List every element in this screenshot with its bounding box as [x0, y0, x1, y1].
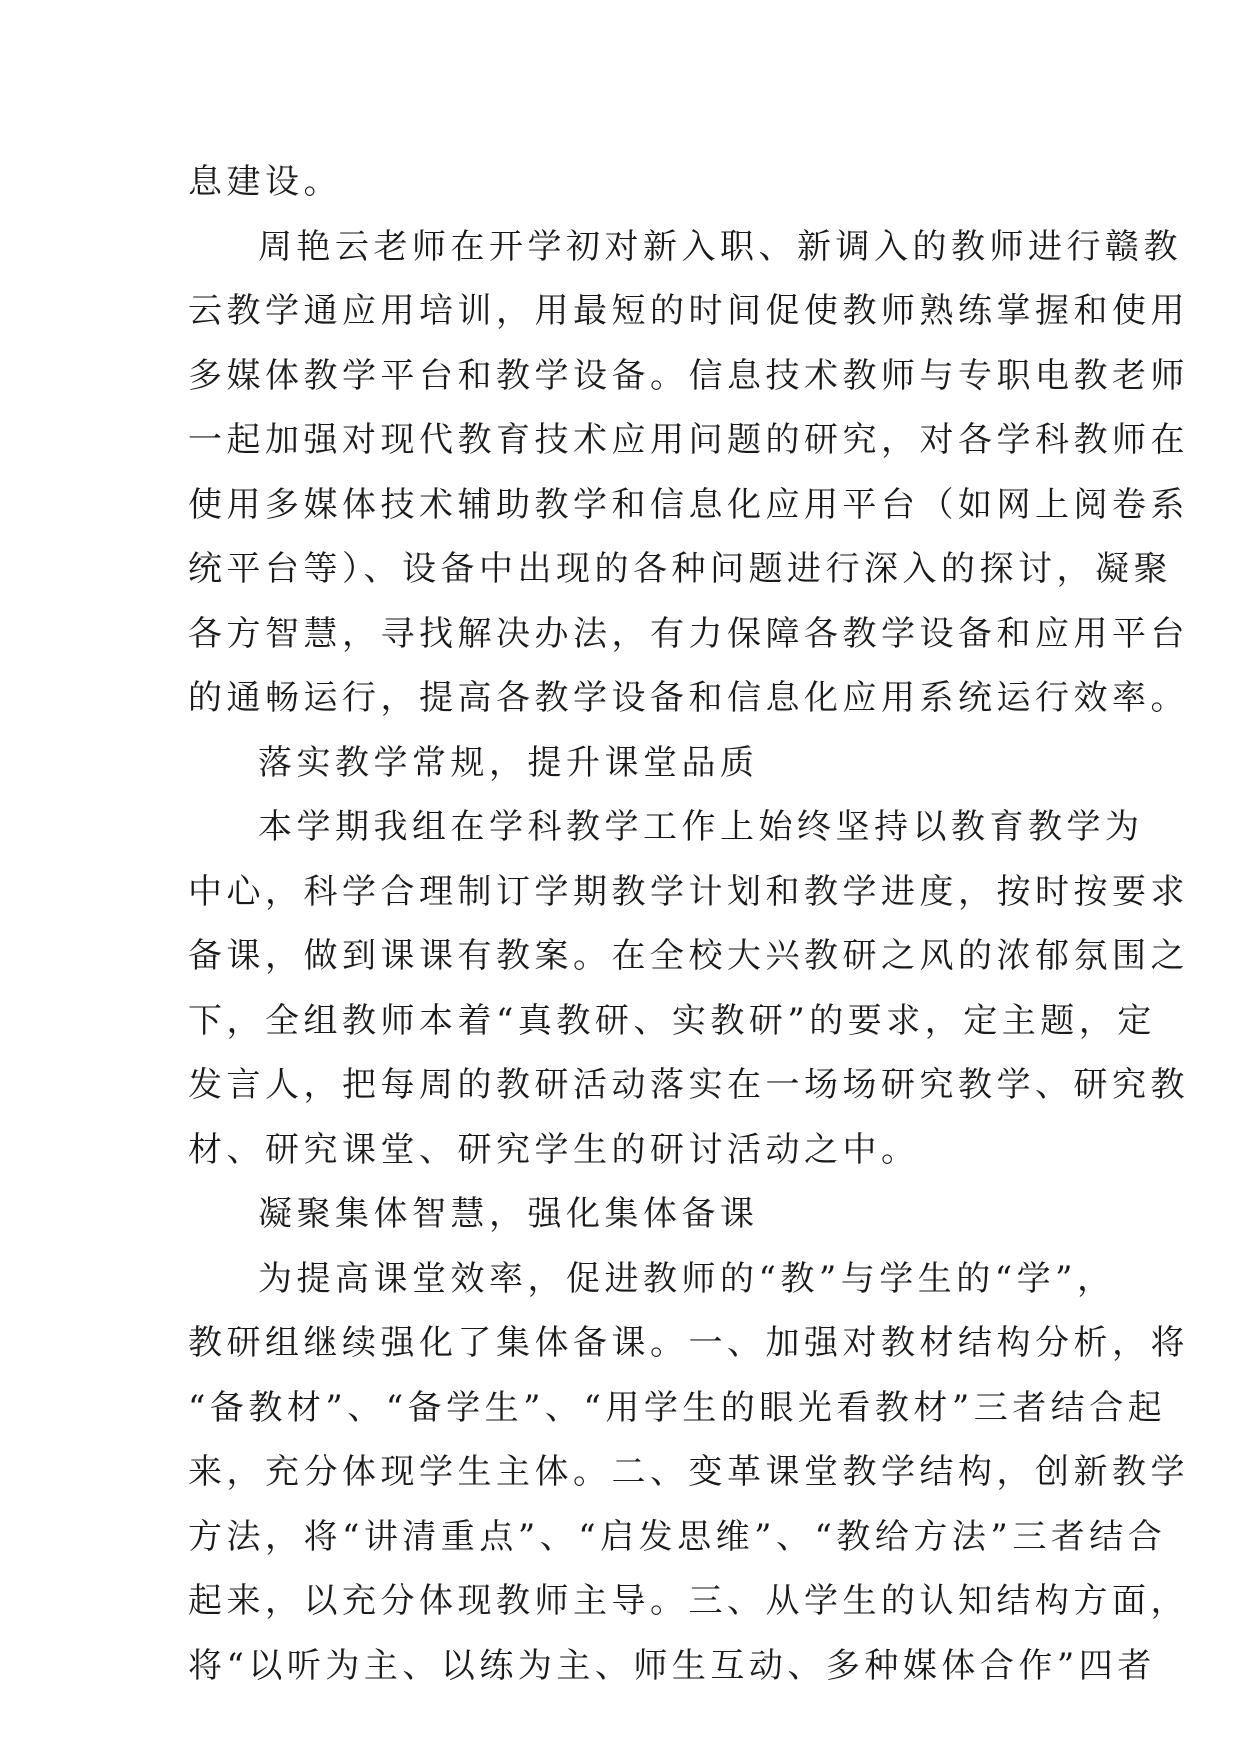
text-line: 中心，科学合理制订学期教学计划和教学进度，按时按要求	[188, 871, 1189, 912]
text-line: 的通畅运行，提高各教学设备和信息化应用系统运行效率。	[188, 678, 1189, 718]
text-line: 将“以听为主、以练为主、师生互动、多种媒体合作”四者	[188, 1645, 1156, 1686]
text-line: 各方智慧，寻找解决办法，有力保障各教学设备和应用平台	[188, 613, 1189, 654]
text-line: 本学期我组在学科教学工作上始终坚持以教育教学为	[258, 807, 1144, 847]
text-line: 统平台等）、设备中出现的各种问题进行深入的探讨，凝聚	[188, 549, 1172, 589]
text-line: 周艳云老师在开学初对新入职、新调入的教师进行赣教	[258, 226, 1182, 267]
text-line: 下，全组教师本着“真教研、实教研”的要求，定主题，定	[188, 1000, 1156, 1041]
text-line: 备课，做到课课有教案。在全校大兴教研之风的浓郁氛围之	[188, 936, 1189, 976]
text-line: 云教学通应用培训，用最短的时间促使教师熟练掌握和使用	[188, 291, 1189, 331]
text-line: 方法，将“讲清重点”、“启发思维”、“教给方法”三者结合	[188, 1516, 1167, 1557]
text-line: 来，充分体现学生主体。二、变革课堂教学结构，创新教学	[188, 1452, 1189, 1492]
text-line: 多媒体教学平台和教学设备。信息技术教师与专职电教老师	[188, 355, 1189, 396]
text-line: 息建设。	[188, 162, 342, 202]
text-line: 凝聚集体智慧，强化集体备课	[258, 1194, 759, 1234]
text-line: 教研组继续强化了集体备课。一、加强对教材结构分析，将	[188, 1323, 1189, 1363]
text-line: “备教材”、“备学生”、“用学生的眼光看教材”三者结合起	[188, 1387, 1167, 1428]
text-line: 材、研究课堂、研究学生的研讨活动之中。	[188, 1129, 920, 1170]
text-line: 为提高课堂效率，促进教师的“教”与学生的“学”，	[258, 1258, 1116, 1299]
text-line: 发言人，把每周的教研活动落实在一场场研究教学、研究教	[188, 1065, 1189, 1105]
text-line: 落实教学常规，提升课堂品质	[258, 742, 759, 783]
body-text	[188, 150, 1189, 1698]
text-line: 一起加强对现代教育技术应用问题的研究，对各学科教师在	[188, 420, 1189, 460]
text-line: 使用多媒体技术辅助教学和信息化应用平台（如网上阅卷系	[188, 484, 1189, 525]
text-line: 起来，以充分体现教师主导。三、从学生的认知结构方面，	[188, 1581, 1189, 1621]
